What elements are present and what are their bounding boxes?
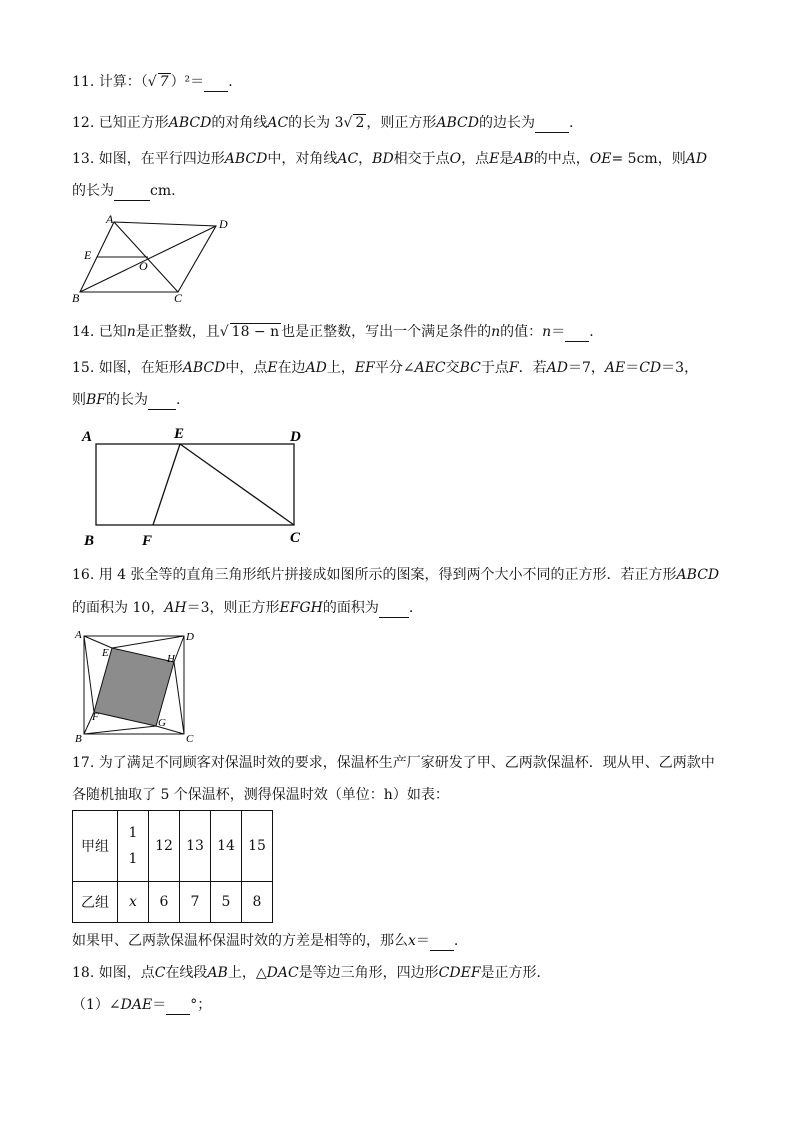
label-o: O bbox=[139, 259, 148, 273]
label-f: F bbox=[92, 711, 99, 723]
question-13-line-2: 的长为 cm. bbox=[72, 183, 176, 199]
question-17-line-3: 如果甲、乙两款保温杯保温时效的方差是相等的，那么x＝ . bbox=[72, 933, 459, 949]
table-cell: 7 bbox=[180, 882, 211, 923]
answer-blank bbox=[535, 118, 569, 133]
label-h: H bbox=[167, 653, 175, 665]
label-d: D bbox=[219, 217, 228, 231]
rectangle-outline bbox=[96, 444, 294, 525]
question-number: 15. bbox=[72, 360, 95, 376]
data-table bbox=[72, 810, 273, 923]
table-cell: 6 bbox=[149, 882, 180, 923]
segment-dh bbox=[174, 636, 184, 662]
segment-fa bbox=[84, 636, 94, 712]
table-cell: 15 bbox=[242, 811, 273, 882]
label-c: C bbox=[290, 530, 301, 546]
question-16-line-2: 的面积为 10，AH＝3，则正方形EFGH的面积为 . bbox=[72, 600, 414, 616]
answer-blank bbox=[379, 603, 409, 618]
label-e: E bbox=[174, 426, 185, 442]
label-e: E bbox=[102, 647, 109, 659]
label-d: D bbox=[186, 631, 194, 643]
label-g: G bbox=[158, 717, 166, 729]
radicand: 2 bbox=[355, 115, 365, 131]
table-row bbox=[73, 882, 273, 923]
question-number: 13. bbox=[72, 151, 95, 167]
question-number: 18. bbox=[72, 965, 95, 981]
question-17-line-2: 各随机抽取了 5 个保温杯，测得保温时效（单位：h）如表： bbox=[72, 787, 449, 803]
radicand: 7 bbox=[159, 74, 169, 90]
question-number: 11. bbox=[72, 74, 95, 90]
label-b: B bbox=[75, 733, 82, 744]
table-row bbox=[73, 811, 273, 882]
figure-rectangle bbox=[78, 420, 318, 550]
radicand: 18 − n bbox=[231, 324, 280, 340]
answer-blank bbox=[114, 186, 150, 201]
question-12: 12. 已知正方形ABCD的对角线AC的长为 3√ 2 ，则正方形ABCD的边长为 . bbox=[72, 115, 574, 131]
table-cell: 8 bbox=[242, 882, 273, 923]
row-label: 乙组 bbox=[73, 882, 118, 923]
question-15-line-1: 15. 如图，在矩形ABCD中，点E在边AD上，EF平分∠AEC交BC于点F．若AD＝7，AE＝CD＝3， bbox=[72, 360, 699, 376]
label-e: E bbox=[84, 248, 92, 262]
label-d: D bbox=[290, 429, 301, 445]
segment-ed bbox=[112, 636, 184, 648]
diagonal-bd bbox=[80, 226, 216, 292]
label-b: B bbox=[72, 291, 80, 304]
segment-hc bbox=[174, 662, 184, 734]
sqrt-symbol: √ bbox=[219, 324, 229, 340]
question-18-line-2: （1）∠DAE＝ °； bbox=[72, 997, 212, 1013]
question-13-line-1: 13. 如图，在平行四边形ABCD中，对角线AC，BD相交于点O，点E是AB的中点，OE= 5cm，则AD bbox=[72, 151, 708, 167]
figure-parallelogram bbox=[68, 212, 238, 304]
answer-blank bbox=[204, 77, 228, 92]
inner-square bbox=[94, 648, 174, 726]
label-c: C bbox=[174, 291, 183, 304]
question-number: 16. bbox=[72, 567, 95, 583]
table-cell: 5 bbox=[211, 882, 242, 923]
label-f: F bbox=[142, 533, 153, 549]
label-c: C bbox=[186, 733, 194, 744]
segment-ef bbox=[153, 444, 180, 525]
sqrt-symbol: √ bbox=[147, 74, 157, 90]
question-14: 14. 已知n是正整数，且√ 18 − n 也是正整数，写出一个满足条件的n的值：n＝ . bbox=[72, 324, 594, 340]
question-number: 14. bbox=[72, 324, 95, 340]
question-number: 12. bbox=[72, 115, 95, 131]
label-a: A bbox=[106, 212, 114, 226]
sqrt-symbol: √ bbox=[343, 115, 353, 131]
table-cell: 12 bbox=[149, 811, 180, 882]
question-11: 11. 计算：（√ 7 ）²＝ . bbox=[72, 74, 233, 90]
label-a: A bbox=[75, 629, 82, 641]
table-cell: x bbox=[118, 882, 149, 923]
answer-blank bbox=[565, 327, 589, 342]
answer-blank bbox=[166, 1000, 190, 1015]
table-cell: 1 1 bbox=[118, 811, 149, 882]
answer-blank bbox=[148, 395, 176, 410]
segment-ec bbox=[180, 444, 294, 525]
label-a: A bbox=[82, 429, 93, 445]
segment-gb bbox=[84, 726, 156, 734]
table-cell: 13 bbox=[180, 811, 211, 882]
figure-squares bbox=[72, 628, 204, 744]
question-18-line-1: 18. 如图，点C在线段AB上，△DAC是等边三角形，四边形CDEF是正方形． bbox=[72, 965, 551, 981]
answer-blank bbox=[430, 936, 454, 951]
question-number: 17. bbox=[72, 755, 95, 771]
row-label: 甲组 bbox=[73, 811, 118, 882]
label-b: B bbox=[84, 533, 95, 549]
table-cell: 14 bbox=[211, 811, 242, 882]
question-15-line-2: 则BF的长为 . bbox=[72, 392, 181, 408]
question-17-line-1: 17. 为了满足不同顾客对保温时效的要求，保温杯生产厂家研发了甲、乙两款保温杯．现从甲、乙两款中 bbox=[72, 755, 715, 771]
question-16-line-1: 16. 用 4 张全等的直角三角形纸片拼接成如图所示的图案，得到两个大小不同的正方形．若正方形ABCD bbox=[72, 567, 720, 583]
